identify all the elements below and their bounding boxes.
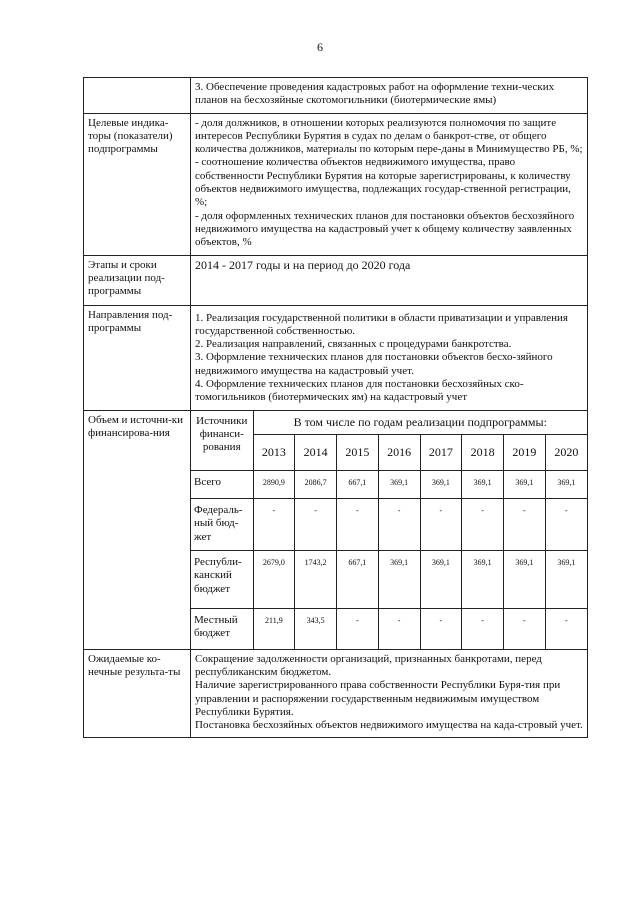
value-cell: - (337, 499, 379, 551)
year-cell: 2018 (462, 435, 504, 471)
table-row (84, 410, 588, 649)
content-line: 4. Оформление технических планов для постановки бесхозяйных ско-томогильников (биотермических ям) на кадастровый учет (195, 378, 524, 404)
row-content (191, 113, 588, 255)
value-cell: - (504, 609, 546, 649)
financing-row (191, 471, 587, 499)
value-cell: - (545, 499, 587, 551)
content-line: Наличие зарегистрированного права собственности Республики Буря-тия при управлении и распоряжении государственным недвижимым имуществом Республики Бурятия. (195, 679, 561, 718)
value-cell: - (337, 609, 379, 649)
content-line: 3. Оформление технических планов для постановки объектов бесхо-зяйного недвижимого имущества на кадастровый учет. (195, 351, 553, 377)
financing-row (191, 609, 587, 649)
source-label: Местный бюджет (191, 609, 253, 649)
row-content (191, 78, 588, 114)
value-cell: 369,1 (545, 551, 587, 609)
value-cell: - (378, 609, 420, 649)
row-label: Направления под-программы (84, 305, 191, 410)
value-cell: - (420, 609, 462, 649)
table-row (84, 113, 588, 255)
value-cell: - (504, 499, 546, 551)
value-cell: 2890,9 (253, 471, 295, 499)
financing-table (191, 411, 587, 649)
table-row (84, 305, 588, 410)
value-cell: 369,1 (420, 551, 462, 609)
row-label: Этапы и сроки реализации под-программы (84, 255, 191, 305)
financing-row (191, 499, 587, 551)
value-cell: - (253, 499, 295, 551)
value-cell: - (462, 609, 504, 649)
value-cell: 667,1 (337, 551, 379, 609)
content-line: 3. Обеспечение проведения кадастровых работ на оформление техни-ческих планов на бесхозяйные скотомогильники (биотермические ямы) (195, 81, 555, 107)
year-cell: 2020 (545, 435, 587, 471)
content-line: 2. Реализация направлений, связанных с процедурами банкротства. (195, 338, 512, 351)
content-line: - доля должников, в отношении которых реализуются полномочия по защите интересов Республики Бурятия в судах по делам о банкрот-стве, от общего количества должников, материалы по которым пере-даны в Минимущество РБ, %; (195, 116, 583, 156)
value-cell: 369,1 (378, 551, 420, 609)
row-label (84, 78, 191, 114)
year-cell: 2013 (253, 435, 295, 471)
row-label: Объем и источни-ки финансирова-ния (84, 410, 191, 649)
content-line: Постановка бесхозяйных объектов недвижимого имущества на када-стровый учет. (195, 719, 583, 732)
table-row (84, 255, 588, 305)
value-cell: 369,1 (420, 471, 462, 499)
source-header: Источники финанси-рования (191, 411, 253, 471)
financing-row (191, 551, 587, 609)
value-cell: 369,1 (378, 471, 420, 499)
table-row (84, 78, 588, 114)
year-cell: 2016 (378, 435, 420, 471)
row-label: Ожидаемые ко-нечные результа-ты (84, 649, 191, 738)
financing-header-row (191, 411, 587, 435)
source-label: Республи-канский бюджет (191, 551, 253, 609)
value-cell: 369,1 (545, 471, 587, 499)
content-line: - соотношение количества объектов недвижимого имущества, право собственности Республики Бурятия на которые зарегистрированы, к количеству объектов недвижимого имущества, подлежащих государ-ственной регистрации, %; (195, 156, 571, 209)
year-cell: 2014 (295, 435, 337, 471)
value-cell: 1743,2 (295, 551, 337, 609)
source-label: Федераль-ный бюд-жет (191, 499, 253, 551)
value-cell: - (420, 499, 462, 551)
page-number: 6 (317, 40, 323, 54)
value-cell: 369,1 (462, 471, 504, 499)
value-cell: 343,5 (295, 609, 337, 649)
content-line: Сокращение задолженности организаций, признанных банкротами, перед республиканским бюджетом. (195, 652, 542, 678)
subprogram-passport-table (83, 77, 588, 738)
value-cell: 2679,0 (253, 551, 295, 609)
content-line: 2014 - 2017 годы и на период до 2020 года (195, 257, 411, 272)
value-cell: - (462, 499, 504, 551)
source-label: Всего (191, 471, 253, 499)
year-cell: 2015 (337, 435, 379, 471)
value-cell: 2086,7 (295, 471, 337, 499)
row-label: Целевые индика-торы (показатели) подпрограммы (84, 113, 191, 255)
value-cell: - (545, 609, 587, 649)
value-cell: 211,9 (253, 609, 295, 649)
financing-cell (191, 410, 588, 649)
value-cell: - (295, 499, 337, 551)
value-cell: 369,1 (462, 551, 504, 609)
content-line: - доля оформленных технических планов для постановки объектов бесхозяйного недвижимого имущества на кадастровый учет к общему количеству заявленных объектов, % (195, 209, 575, 249)
value-cell: 369,1 (504, 471, 546, 499)
year-cell: 2019 (504, 435, 546, 471)
table-row (84, 649, 588, 738)
value-cell: - (378, 499, 420, 551)
row-content (191, 305, 588, 410)
content-line: 1. Реализация государственной политики в области приватизации и управления государственной собственностью. (195, 311, 568, 337)
row-content (191, 255, 588, 305)
row-content (191, 649, 588, 738)
year-cell: 2017 (420, 435, 462, 471)
years-span-header: В том числе по годам реализации подпрограммы: (253, 411, 587, 435)
value-cell: 667,1 (337, 471, 379, 499)
value-cell: 369,1 (504, 551, 546, 609)
